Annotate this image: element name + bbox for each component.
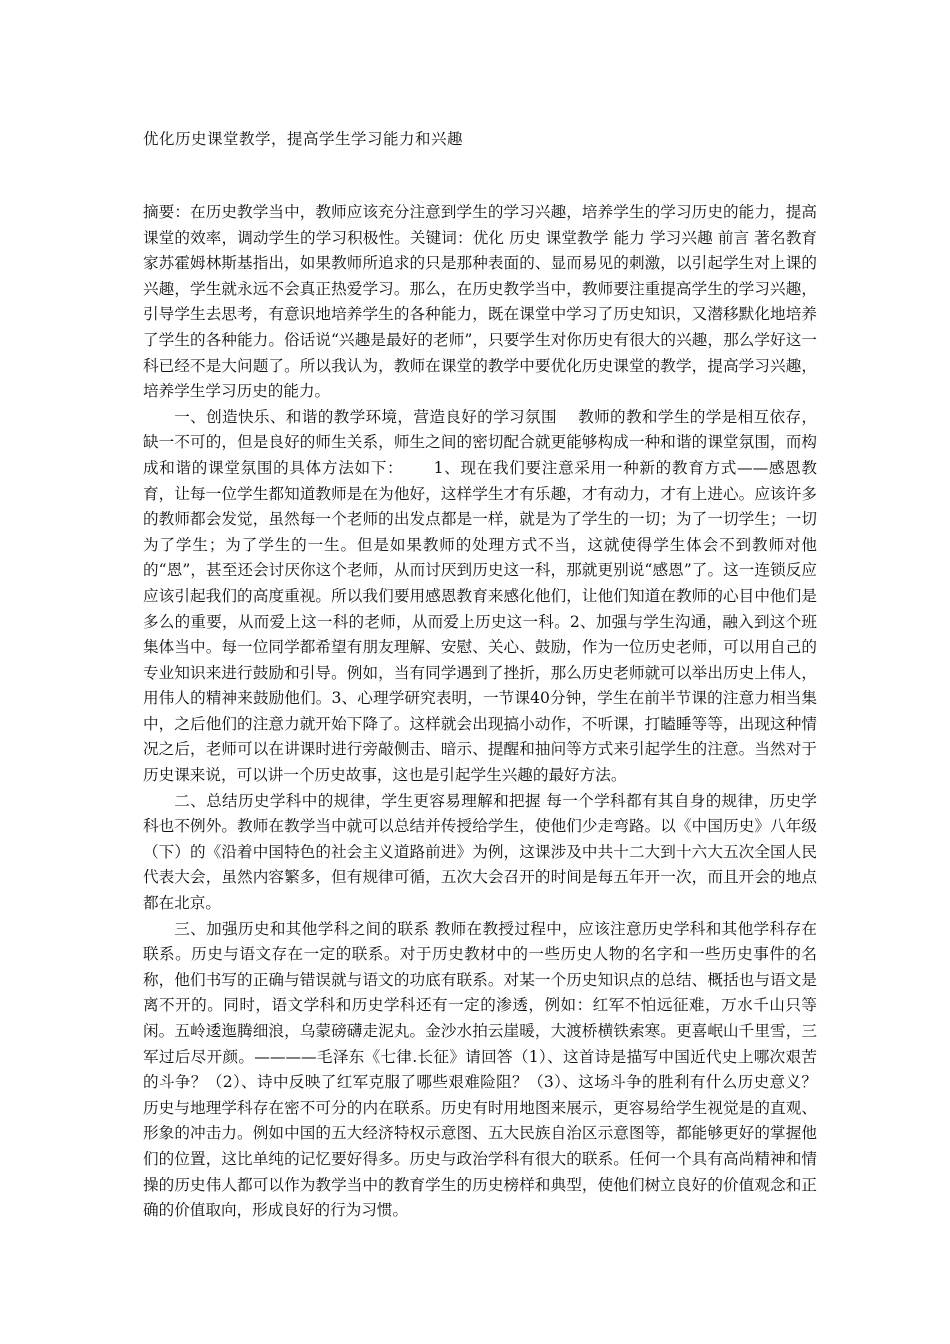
section-three-paragraph: 三、加强历史和其他学科之间的联系 教师在教授过程中，应该注意历史学科和其他学科存在联系。历史与语文存在一定的联系。对于历史教材中的一些历史人物的名字和一些历史事件的名称，他们书写的正确与错误就与语文的功底有联系。对某一个历史知识点的总结、概括也与语文是离不开的。同时，语文学科和历史学科还有一定的渗透，例如：红军不怕远征难，万水千山只等闲。五岭逶迤腾细浪，乌蒙磅礴走泥丸。金沙水拍云崖暖，大渡桥横铁索寒。更喜岷山千里雪，三军过后尽开颜。————毛泽东《七律.长征》请回答（1）、这首诗是描写中国近代史上哪次艰苦的斗争？（2）、诗中反映了红军克服了哪些艰难险阻？（3）、这场斗争的胜利有什么历史意义？历史与地理学科存在密不可分的内在联系。历史有时用地图来展示，更容易给学生视觉是的直观、形象的冲击力。例如中国的五大经济特权示意图、五大民族自治区示意图等，都能够更好的掌握他们的位置，这比单纯的记忆要好得多。历史与政治学科有很大的联系。任何一个具有高尚精神和情操的历史伟人都可以作为教学当中的教育学生的历史榜样和典型，使他们树立良好的价值观念和正确的价值取向，形成良好的行为习惯。 [143, 919, 817, 1220]
document-body [143, 200, 817, 1224]
section-one-paragraph: 一、创造快乐、和谐的教学环境，营造良好的学习氛围 教师的教和学生的学是相互依存，缺一不可的，但是良好的师生关系，师生之间的密切配合就更能够构成一种和谐的课堂氛围，而构成和谐的课堂氛围的具体方法如下： 1、现在我们要注意采用一种新的教育方式——感恩教育，让每一位学生都知道教师是在为他好，这样学生才有乐趣，才有动力，才有上进心。应该许多的教师都会发觉，虽然每一个老师的出发点都是一样，就是为了学生的一切；为了一切学生；一切为了学生；为了学生的一生。但是如果教师的处理方式不当，这就使得学生体会不到教师对他的“恩”，甚至还会讨厌你这个老师，从而讨厌到历史这一科，那就更别说“感恩”了。这一连锁反应应该引起我们的高度重视。所以我们要用感恩教育来感化他们，让他们知道在教师的心目中他们是多么的重要，从而爱上这一科的老师，从而爱上历史这一科。2、加强与学生沟通，融入到这个班集体当中。每一位同学都希望有朋友理解、安慰、关心、鼓励，作为一位历史老师，可以用自己的专业知识来进行鼓励和引导。例如，当有同学遇到了挫折，那么历史老师就可以举出历史上伟人，用伟人的精神来鼓励他们。3、心理学研究表明，一节课40分钟，学生在前半节课的注意力相当集中，之后他们的注意力就开始下降了。这样就会出现搞小动作，不听课，打瞌睡等等，出现这种情况之后，老师可以在讲课时进行旁敲侧击、暗示、提醒和抽问等方式来引起学生的注意。当然对于历史课来说，可以讲一个历史故事，这也是引起学生兴趣的最好方法。 [143, 407, 817, 785]
section-two-paragraph: 二、总结历史学科中的规律，学生更容易理解和把握 每一个学科都有其自身的规律，历史学科也不例外。教师在教学当中就可以总结并传授给学生，使他们少走弯路。以《中国历史》八年级（下）的《沿着中国特色的社会主义道路前进》为例，这课涉及中共十二大到十六大五次全国人民代表大会，虽然内容繁多，但有规律可循，五次大会召开的时间是每五年开一次，而且开会的地点都在北京。 [143, 791, 817, 913]
abstract-paragraph: 摘要：在历史教学当中，教师应该充分注意到学生的学习兴趣，培养学生的学习历史的能力，提高课堂的效率，调动学生的学习积极性。关键词：优化 历史 课堂教学 能力 学习兴趣 前言 著名教育家苏霍姆林斯基指出，如果教师所追求的只是那种表面的、显而易见的刺激，以引起学生对上课的兴趣，学生就永远不会真正热爱学习。那么，在历史教学当中，教师要注重提高学生的学习兴趣，引导学生去思考，有意识地培养学生的各种能力，既在课堂中学习了历史知识，又潜移默化地培养了学生的各种能力。俗话说“兴趣是最好的老师”，只要学生对你历史有很大的兴趣，那么学好这一科已经不是大问题了。所以我认为，教师在课堂的教学中要优化历史课堂的教学，提高学习兴趣，培养学生学习历史的能力。 [143, 203, 817, 401]
document-title: 优化历史课堂教学，提高学生学习能力和兴趣 [143, 130, 464, 148]
